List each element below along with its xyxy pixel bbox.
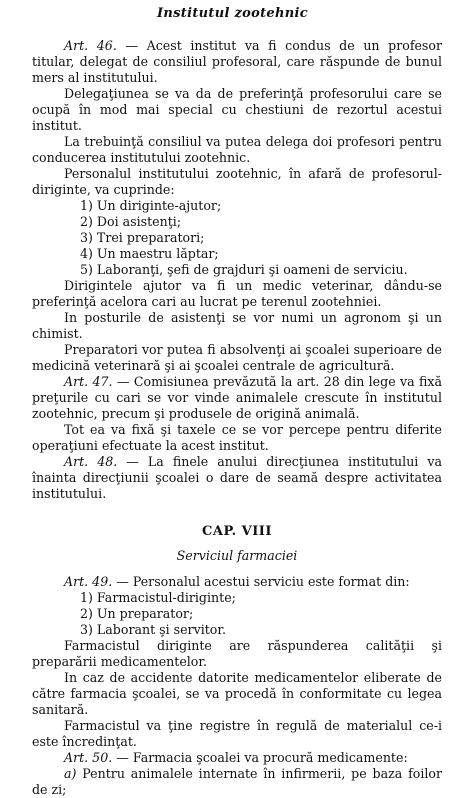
art-46-label: Art. 46. <box>64 38 117 53</box>
art-50-label: Art. 50. <box>64 750 113 765</box>
art-46-list-item-3: 3) Trei preparatori; <box>80 230 205 245</box>
art-49-text: — Personalul acestui serviciu este format din: <box>112 574 410 589</box>
art-47-paragraph-2: Tot ea va fixă şi taxele ce se vor percepe pentru diferite operaţiuni efectuate la acest institut. <box>32 422 442 453</box>
running-header: Institutul zootehnic <box>157 6 308 21</box>
art-48-text: — La finele anului direcţiunea institutului va înainta direcţiunii şcoalei o dare de seamă despre activitatea institutului. <box>32 454 442 501</box>
art-50-text: — Farmacia şcoalei va procură medicamente: <box>112 750 408 765</box>
art-46-paragraph <box>32 38 442 86</box>
art-49-label: Art. 49. <box>64 574 113 589</box>
art-47-label: Art. 47. <box>64 374 113 389</box>
art-49-paragraph <box>32 574 442 590</box>
art-46-list-item-5: 5) Laboranţi, şefi de grajduri şi oameni de serviciu. <box>80 262 408 277</box>
art-48-paragraph <box>32 454 442 502</box>
art-49-list-item-3: 3) Laborant şi servitor. <box>80 622 227 637</box>
art-50-item-a <box>32 766 442 798</box>
art-49-list-item-1: 1) Farmacistul-diriginte; <box>80 590 236 605</box>
art-46-paragraph-7: Preparatori vor putea fi absolvenţi ai şcoalei superioare de medicină veterinară şi ai şcoalei centrale de agricultură. <box>32 342 442 373</box>
art-50-item-a-label: a) <box>64 766 77 781</box>
art-47-text: — Comisiunea prevăzută la art. 28 din lege va fixă preţurile cu cari se vor vinde animalele crescute în institutul zootehnic, precum şi produsele de origină animală. <box>32 374 442 421</box>
section-title: Serviciul farmaciei <box>176 548 298 563</box>
chapter-title: CAP. VIII <box>202 524 272 539</box>
art-46-paragraph-3: La trebuinţă consiliul va putea delega doi profesori pentru conducerea institutului zootehnic. <box>32 134 442 165</box>
art-46-paragraph-4: Personalul institutului zootehnic, în afară de profesorul-diriginte, va cuprinde: <box>32 166 442 197</box>
art-46-paragraph-2: Delegaţiunea se va da de preferinţă profesorului care se ocupă în mod mai special cu chestiuni de rezortul acestui institut. <box>32 86 442 133</box>
page-body <box>32 38 442 798</box>
art-46-list-item-2: 2) Doi asistenţi; <box>80 214 182 229</box>
art-46-list-item-1: 1) Un diriginte-ajutor; <box>80 198 222 213</box>
art-46-list-item-4: 4) Un maestru lăptar; <box>80 246 219 261</box>
art-46-paragraph-6: In posturile de asistenţi se vor numi un agronom şi un chimist. <box>32 310 442 341</box>
art-48-label: Art. 48. <box>64 454 118 469</box>
art-49-paragraph-3: In caz de accidente datorite medicamentelor eliberate de către farmacia şcoalei, se va procedă în conformitate cu legea sanitară. <box>32 670 442 717</box>
art-49-paragraph-4: Farmacistul va ţine registre în regulă de materialul ce-i este încredinţat. <box>32 718 442 749</box>
art-49-list-item-2: 2) Un preparator; <box>80 606 194 621</box>
art-46-text: — Acest institut va fi condus de un profesor titular, delegat de consiliul profesoral, care răspunde de bunul mers al institutului. <box>32 38 442 85</box>
art-46-paragraph-5: Dirigintele ajutor va fi un medic veterinar, dându-se preferinţă acelora cari au lucrat pe terenul zootehniei. <box>32 278 442 309</box>
art-50-paragraph <box>32 750 442 766</box>
art-49-paragraph-2: Farmacistul diriginte are răspunderea calităţii şi preparării medicamentelor. <box>32 638 442 669</box>
art-50-item-a-text: Pentru animalele internate în infirmerii, pe baza foilor de zi; <box>32 766 442 797</box>
art-47-paragraph <box>32 374 442 422</box>
